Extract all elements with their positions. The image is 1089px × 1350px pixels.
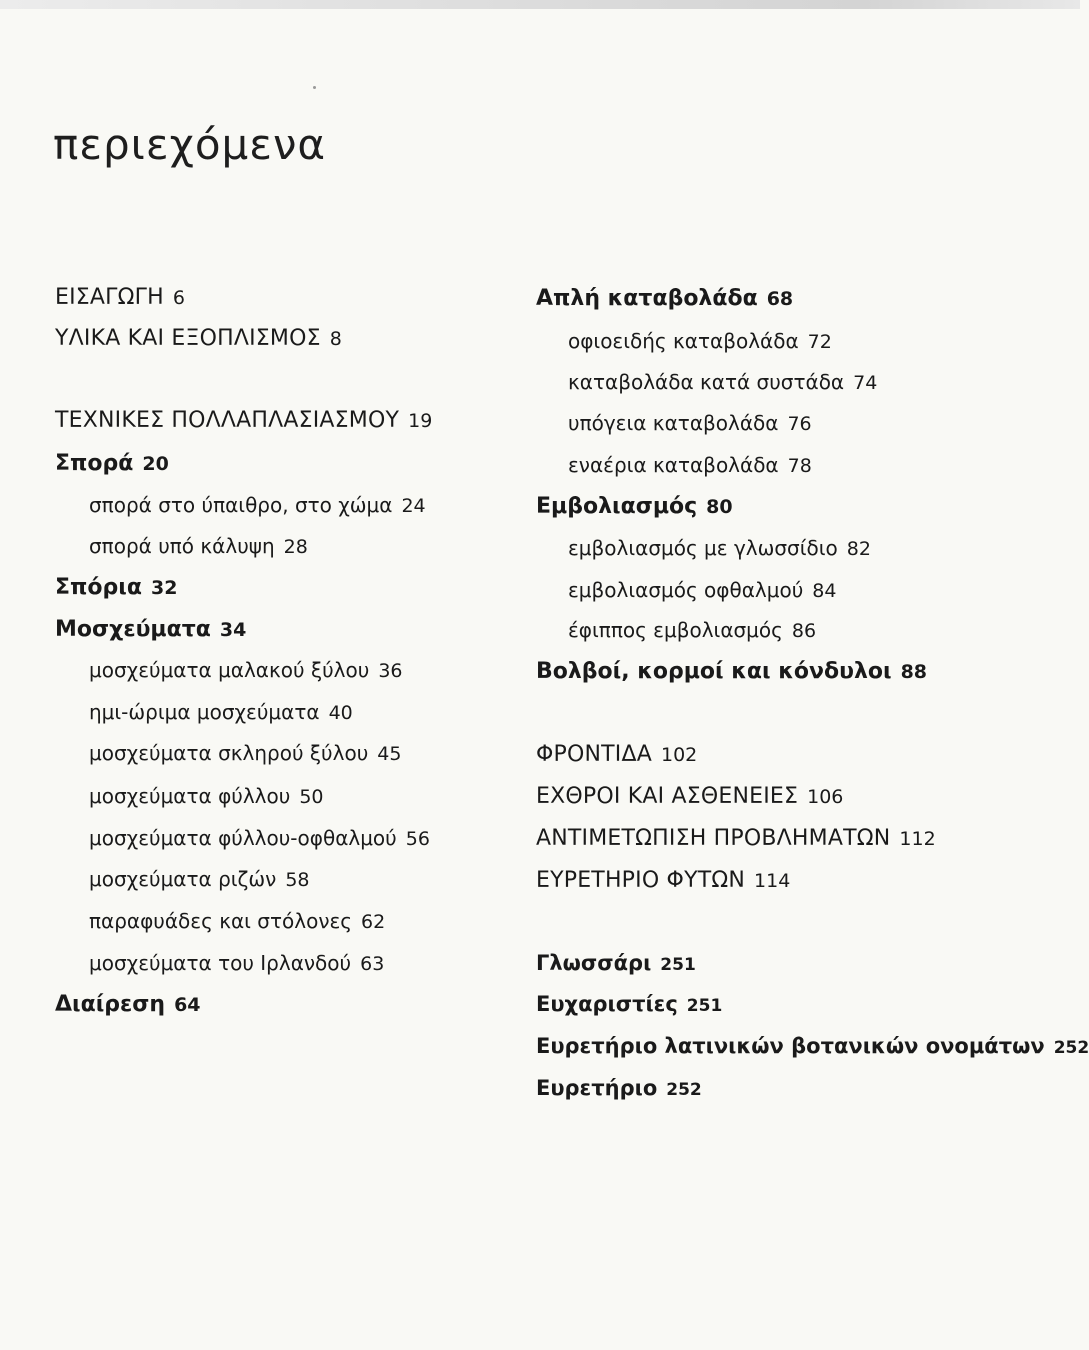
toc-entry-label: ΑΝΤΙΜΕΤΩΠΙΣΗ ΠΡΟΒΛΗΜΑΤΩΝ — [536, 826, 891, 851]
toc-entry-section — [536, 744, 697, 766]
toc-entry-sub — [89, 743, 401, 764]
toc-page-number: 74 — [853, 372, 878, 394]
toc-entry-sub — [89, 786, 324, 807]
toc-entry-label: ΤΕΧΝΙΚΕΣ ΠΟΛΛΑΠΛΑΣΙΑΣΜΟΥ — [55, 408, 400, 433]
toc-entry-label: Ευρετήριο — [536, 1076, 658, 1100]
toc-entry-label: μοσχεύματα φύλλου — [89, 784, 291, 808]
toc-page-number: 88 — [900, 661, 928, 683]
toc-page-number: 45 — [377, 743, 402, 765]
toc-page-number: 68 — [766, 288, 794, 310]
toc-entry-chapter — [536, 288, 793, 310]
toc-entry-label: ΥΛΙΚΑ ΚΑΙ ΕΞΟΠΛΙΣΜΟΣ — [55, 326, 321, 351]
toc-entry-chapter — [536, 661, 927, 683]
toc-entry-end — [536, 994, 722, 1015]
toc-entry-label: σπορά υπό κάλυψη — [89, 534, 275, 558]
toc-entry-label: Μοσχεύματα — [55, 617, 211, 642]
toc-entry-sub — [89, 953, 384, 974]
toc-page-number: 84 — [812, 580, 837, 602]
toc-page-number: 28 — [283, 536, 308, 558]
toc-page-number: 19 — [408, 410, 433, 432]
toc-entry-sub — [89, 536, 308, 557]
toc-entry-label: Εμβολιασμός — [536, 494, 698, 519]
toc-entry-label: ΕΧΘΡΟΙ ΚΑΙ ΑΣΘΕΝΕΙΕΣ — [536, 784, 799, 809]
toc-page-number: 252 — [1053, 1038, 1089, 1058]
toc-entry-end — [536, 953, 696, 974]
toc-entry-chapter — [55, 453, 169, 475]
toc-page-number: 86 — [791, 620, 817, 642]
toc-entry-sub — [89, 911, 385, 932]
toc-page-number: 102 — [660, 744, 698, 766]
toc-entry-chapter — [536, 496, 733, 518]
toc-entry-section — [55, 287, 185, 309]
toc-page-number: 8 — [329, 328, 342, 350]
toc-entry-label: ημι-ώριμα μοσχεύματα — [89, 700, 320, 724]
toc-entry-chapter — [55, 994, 201, 1016]
toc-entry-label: παραφυάδες και στόλονες — [89, 909, 353, 933]
toc-page-number: 80 — [706, 496, 733, 518]
toc-entry-label: μοσχεύματα φύλλου-οφθαλμού — [89, 826, 397, 850]
toc-page-number: 20 — [142, 453, 169, 475]
toc-entry-label: Ευχαριστίες — [536, 992, 678, 1016]
toc-entry-label: μοσχεύματα του Ιρλανδού — [89, 951, 352, 975]
toc-entry-label: σπορά στο ύπαιθρο, στο χώμα — [89, 493, 393, 517]
toc-page-number: 76 — [787, 413, 812, 435]
toc-entry-label: Σπορά — [55, 451, 134, 476]
toc-page-number: 36 — [378, 660, 403, 682]
toc-entry-label: ΕΥΡΕΤΗΡΙΟ ΦΥΤΩΝ — [536, 868, 746, 893]
toc-entry-sub — [568, 413, 812, 434]
toc-entry-label: Βολβοί, κορμοί και κόνδυλοι — [536, 659, 892, 684]
toc-entry-sub — [89, 828, 430, 849]
toc-entry-chapter — [55, 577, 177, 599]
toc-entry-label: μοσχεύματα ριζών — [89, 867, 277, 891]
toc-entry-label: Απλή καταβολάδα — [536, 286, 758, 311]
toc-page-number: 251 — [660, 955, 696, 975]
toc-entry-label: Ευρετήριο λατινικών βοτανικών ονομάτων — [536, 1034, 1045, 1058]
toc-entry-label: υπόγεια καταβολάδα — [568, 411, 779, 435]
toc-entry-label: εναέρια καταβολάδα — [568, 453, 779, 477]
toc-page-number: 252 — [666, 1080, 702, 1100]
toc-page-number: 112 — [899, 828, 936, 850]
toc-page-number: 82 — [846, 538, 871, 560]
toc-entry-label: οφιοειδής καταβολάδα — [568, 329, 799, 353]
toc-page-number: 78 — [787, 455, 812, 477]
toc-entry-label: καταβολάδα κατά συστάδα — [568, 370, 845, 394]
toc-entry-label: ΦΡΟΝΤΙΔΑ — [536, 742, 652, 767]
paper-speck — [313, 86, 316, 89]
toc-entry-section — [536, 786, 843, 808]
toc-entry-sub — [89, 660, 403, 681]
toc-entry-label: μοσχεύματα σκληρού ξύλου — [89, 741, 369, 765]
toc-entry-sub — [568, 455, 812, 476]
toc-entry-label: ΕΙΣΑΓΩΓΗ — [55, 285, 164, 310]
toc-entry-label: εμβολιασμός οφθαλμού — [568, 578, 804, 602]
toc-entry-sub — [568, 372, 877, 393]
toc-page-number: 40 — [328, 702, 353, 724]
toc-entry-label: Γλωσσάρι — [536, 951, 652, 975]
toc-entry-section — [55, 328, 342, 350]
toc-entry-sub — [568, 331, 832, 352]
toc-page-number: 56 — [405, 828, 430, 850]
toc-page-number: 64 — [174, 994, 201, 1016]
toc-entry-sub — [568, 580, 836, 601]
toc-page-number: 32 — [150, 577, 178, 599]
toc-page-number: 24 — [401, 495, 426, 517]
toc-entry-sub — [568, 538, 871, 559]
toc-entry-label: εμβολιασμός με γλωσσίδιο — [568, 536, 838, 560]
toc-entry-section — [536, 828, 936, 850]
toc-entry-sub — [568, 620, 816, 641]
toc-entry-label: έφιππος εμβολιασμός — [568, 618, 783, 642]
toc-entry-section — [55, 410, 432, 432]
toc-entry-label: Διαίρεση — [55, 992, 166, 1017]
toc-entry-section — [536, 870, 790, 892]
toc-page-number: 34 — [219, 619, 247, 641]
toc-page-number: 6 — [172, 287, 185, 309]
toc-page-number: 62 — [361, 911, 386, 933]
toc-page-number: 63 — [360, 953, 385, 975]
toc-entry-chapter — [55, 619, 246, 641]
toc-page-number: 106 — [807, 786, 844, 808]
page-title: περιεχόμενα — [53, 120, 327, 169]
toc-entry-label: μοσχεύματα μαλακού ξύλου — [89, 658, 370, 682]
toc-page-number: 72 — [807, 331, 832, 353]
toc-page-number: 50 — [299, 786, 324, 808]
toc-page-number: 58 — [285, 869, 310, 891]
toc-page-number: 251 — [686, 996, 723, 1016]
toc-entry-end — [536, 1036, 1089, 1057]
toc-entry-sub — [89, 495, 426, 516]
toc-entry-end — [536, 1078, 702, 1099]
toc-entry-sub — [89, 702, 353, 723]
page-top-edge — [0, 0, 1080, 9]
toc-page-number: 114 — [754, 870, 791, 892]
toc-entry-sub — [89, 869, 310, 890]
toc-entry-label: Σπόρια — [55, 575, 142, 600]
